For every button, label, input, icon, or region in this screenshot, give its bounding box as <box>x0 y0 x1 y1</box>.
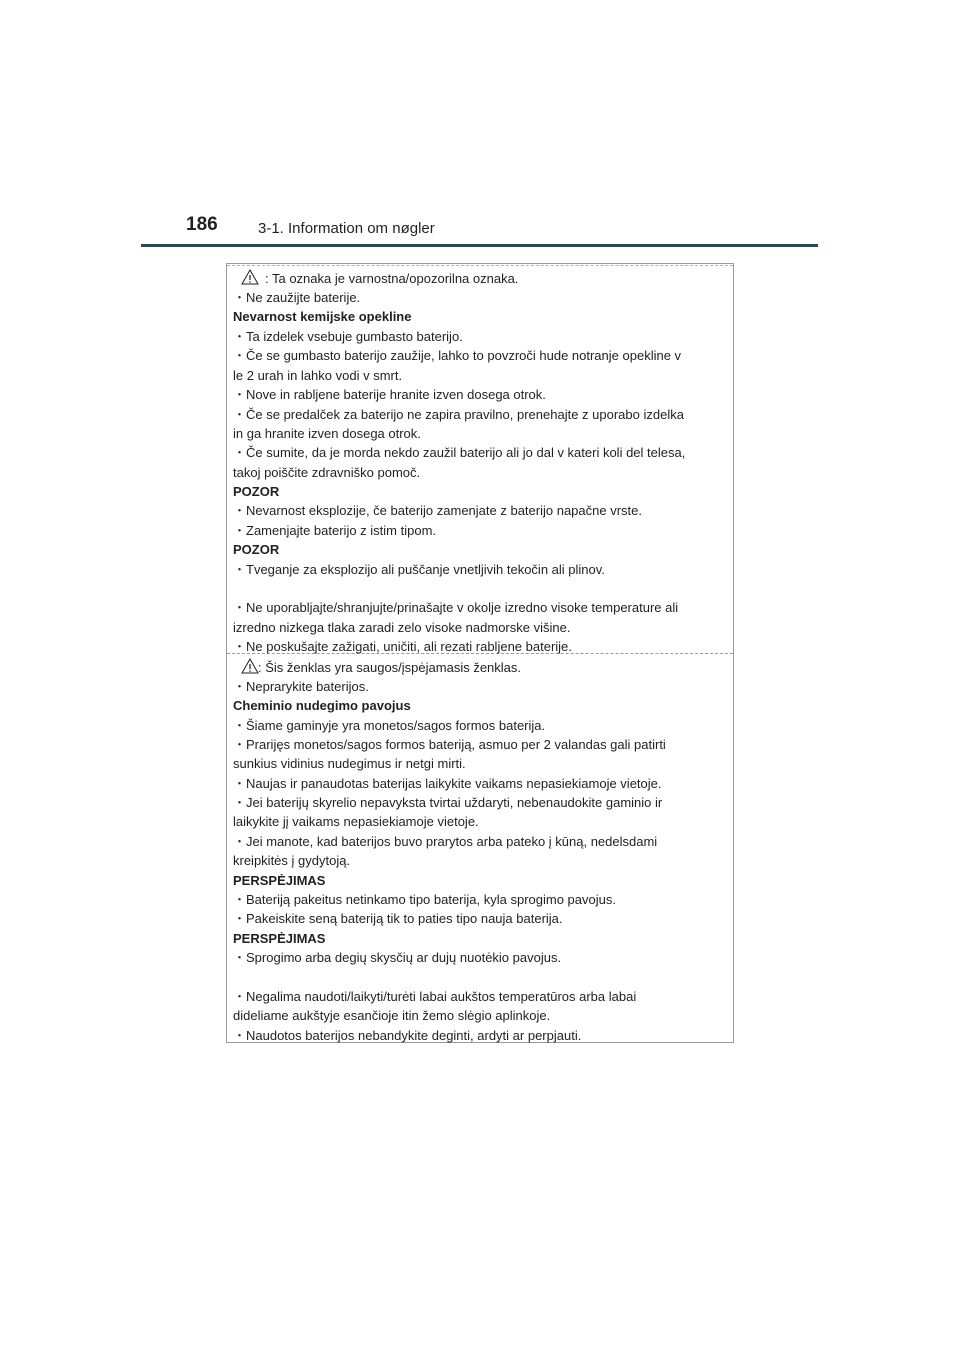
warning-text-line: le 2 urah in lahko vodi v smrt. <box>233 368 403 383</box>
warning-heading: POZOR <box>233 484 280 499</box>
warning-heading: PERSPĖJIMAS <box>233 873 326 888</box>
symbol-explanation-sl: : Ta oznaka je varnostna/opozorilna oznaka. <box>265 271 519 286</box>
warning-text-line: ・Šiame gaminyje yra monetos/sagos formos baterija. <box>233 718 546 733</box>
warning-text-line: ・Bateriją pakeitus netinkamo tipo baterija, kyla sprogimo pavojus. <box>233 892 616 907</box>
warning-text-line: laikykite jį vaikams nepasiekiamoje vietoje. <box>233 814 479 829</box>
warning-text-line: dideliame aukštyje esančioje itin žemo slėgio aplinkoje. <box>233 1008 551 1023</box>
warning-heading: Cheminio nudegimo pavojus <box>233 698 411 713</box>
warning-text-line: ・Nove in rabljene baterije hranite izven dosega otrok. <box>233 387 546 402</box>
warning-text-line: ・Neprarykite baterijos. <box>233 679 369 694</box>
warning-text-line: ・Zamenjajte baterijo z istim tipom. <box>233 523 437 538</box>
warning-text-line: in ga hranite izven dosega otrok. <box>233 426 421 441</box>
notice-top-divider <box>227 265 733 266</box>
warning-text-line: ・Če se gumbasto baterijo zaužije, lahko to povzroči hude notranje opekline v <box>233 348 682 363</box>
warning-text-line: ・Jei baterijų skyrelio nepavyksta tvirtai uždaryti, nebenaudokite gaminio ir <box>233 795 663 810</box>
header-rule <box>141 244 818 247</box>
warning-text-line: ・Naujas ir panaudotas baterijas laikykite vaikams nepasiekiamoje vietoje. <box>233 776 662 791</box>
warning-text-line: ・Jei manote, kad baterijos buvo prarytos arba pateko į kūną, nedelsdami <box>233 834 658 849</box>
warning-text-line: ・Nevarnost eksplozije, če baterijo zamenjate z baterijo napačne vrste. <box>233 503 642 518</box>
warning-heading: POZOR <box>233 542 280 557</box>
warning-text-line: ・Negalima naudoti/laikyti/turėti labai aukštos temperatūros arba labai <box>233 989 637 1004</box>
warning-triangle-icon <box>241 658 259 674</box>
warning-text-line: izredno nizkega tlaka zaradi zelo visoke nadmorske višine. <box>233 620 571 635</box>
warning-text-line: ・Pakeiskite seną bateriją tik to paties tipo nauja baterija. <box>233 911 563 926</box>
warning-text-line: sunkius vidinius nudegimus ir netgi mirti. <box>233 756 466 771</box>
warning-text-line: ・Če se predalček za baterijo ne zapira pravilno, prenehajte z uporabo izdelka <box>233 407 684 422</box>
warning-heading: PERSPĖJIMAS <box>233 931 326 946</box>
section-title: 3-1. Information om nøgler <box>258 220 435 237</box>
warning-text-line: ・Ne zaužijte baterije. <box>233 290 361 305</box>
warning-text-line: ・Naudotos baterijos nebandykite deginti, ardyti ar perpjauti. <box>233 1028 582 1043</box>
warning-text-line: ・Ne poskušajte zažigati, uničiti, ali rezati rabljene baterije. <box>233 639 572 654</box>
warning-text-line: ・Sprogimo arba degių skysčių ar dujų nuotėkio pavojus. <box>233 950 562 965</box>
warning-text-line: ・Če sumite, da je morda nekdo zaužil baterijo ali jo dal v kateri koli del telesa, <box>233 445 686 460</box>
warning-text-line: kreipkitės į gydytoją. <box>233 853 351 868</box>
symbol-explanation-lt: : Šis ženklas yra saugos/įspėjamasis ženklas. <box>258 660 522 675</box>
warning-heading: Nevarnost kemijske opekline <box>233 309 412 324</box>
warning-triangle-icon <box>241 269 259 285</box>
page-number: 186 <box>186 214 218 235</box>
warning-text-line: ・Ta izdelek vsebuje gumbasto baterijo. <box>233 329 463 344</box>
warning-text-line: ・Prarijęs monetos/sagos formos bateriją, asmuo per 2 valandas gali patirti <box>233 737 666 752</box>
warning-text-line: ・Tveganje za eksplozijo ali puščanje vnetljivih tekočin ali plinov. <box>233 562 605 577</box>
warning-text-line: ・Ne uporabljajte/shranjujte/prinašajte v okolje izredno visoke temperature ali <box>233 600 679 615</box>
warning-text-line: takoj poiščite zdravniško pomoč. <box>233 465 421 480</box>
